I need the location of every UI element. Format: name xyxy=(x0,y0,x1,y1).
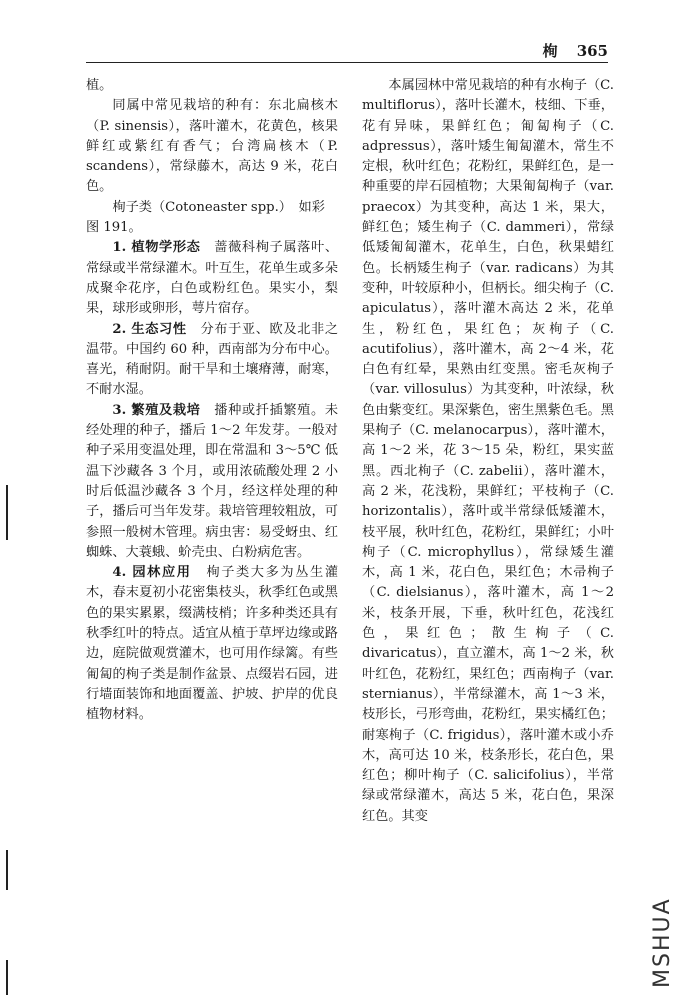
header-title: 栒 xyxy=(542,42,558,60)
section-text: 栒子类大多为丛生灌木，春末夏初小花密集枝头，秋季红色或黑色的果实累累，缀满枝梢；许多种类还具有秋季红叶的特点。适宜从植于草坪边缘或路边，庭院做观赏灌木，也可用作绿篱。有些匍匐的栒子类是制作盆景、点缀岩石园，进行墙面装饰和地面覆盖、护坡、护岸的优良植物材料。 xyxy=(86,565,339,723)
scan-margin-line xyxy=(6,850,8,890)
section-heading: 1. 植物学形态 xyxy=(112,240,201,256)
scan-margin-line xyxy=(6,485,8,540)
section-heading: 3. 繁殖及栽培 xyxy=(112,402,201,418)
right-column xyxy=(362,76,614,827)
scan-margin-line xyxy=(6,960,8,995)
section-text: 蔷薇科栒子属落叶、常绿或半常绿灌木。叶互生，花单生或多朵成聚伞花序，白色或粉红色。果实小，梨果，球形或卵形，萼片宿存。 xyxy=(86,240,339,317)
running-header xyxy=(86,40,608,63)
body-paragraph: 图 191。 xyxy=(86,220,142,236)
body-paragraph: 同属中常见栽培的种有：东北扁核木（P. sinensis），落叶灌木，花黄色，核果鲜红或紫红有香气；台湾扁核木（P. scandens），常绿藤木，高达 9 米，花白色。 xyxy=(86,98,338,195)
body-paragraph: 本属园林中常见栽培的种有水栒子（C. multiflorus），落叶长灌木，枝细、下垂，花有异味，果鲜红色；匍匐栒子（C. adpressus），落叶矮生匍匐灌木，常生不定根，秋叶红色；花粉红，果鲜红色，是一种重要的岸石园植物；大果匍匐栒子（var. praecox）为其变种，高达 1 米，果大，鲜红色；矮生栒子（C. dammeri），常绿低矮匍匐灌木，花单生，白色，秋果蜡红色。长柄矮生栒子（var. radicans）为其变种，叶较原种小，但柄长。细尖栒子（C. apiculatus），落叶灌木高达 2 米，花单生，粉红色，果红色；灰栒子（C. acutifolius），落叶灌木，高 2～4 米，花白色有红晕，果熟由红变黑。密毛灰栒子（var. villosulus）为其变种，叶浓绿，秋色由紫变红。果深紫色，密生黑紫色毛。黑果栒子（C. melanocarpus），落叶灌木，高 1～2 米，花 3～15 朵，粉红，果实蓝黑。西北栒子（C. zabelii），落叶灌木，高 2 米，花浅粉，果鲜红；平枝栒子（C. horizontalis），落叶或半常绿低矮灌木，枝平展，秋叶红色，花粉红，果鲜红；小叶栒子（C. microphyllus），常绿矮生灌木，高 1 米，花白色，果红色；木帚栒子（C. dielsianus），落叶灌木，高 1～2 米，枝条开展，下垂，秋叶红色，花浅红色，果红色；散生栒子（C. divaricatus），直立灌木，高 1～2 米，秋叶红色，花粉红，果红色；西南栒子（var. sternianus），半常绿灌木，高 1～3 米，枝形长，弓形弯曲，花粉红，果实橘红色；耐寒栒子（C. frigidus），落叶灌木或小乔木，高可达 10 米，枝条形长，花白色，果红色；柳叶栒子（C. salicifolius），半常绿或常绿灌木，高达 5 米，花白色，果深红色。其变 xyxy=(362,78,614,824)
section-text: 播种或扦插繁殖。未经处理的种子，播后 1～2 年发芽。一般对种子采用变温处理，即在常温和 3～5℃ 低温下沙藏各 3 个月，或用浓硫酸处理 2 小时后低温沙藏各 3 个月，经这样处理的种子，播后可当年发芽。栽培管理较粗放，可参照一般树木管理。病虫害：易受蚜虫、红蜘蛛、大蓑蛾、蚧壳虫、白粉病危害。 xyxy=(86,402,339,560)
body-paragraph: 栒子类（Cotoneaster spp.） 如彩 xyxy=(112,199,325,215)
header-right xyxy=(528,40,608,61)
section-paragraph xyxy=(86,320,338,401)
section-heading: 4. 园林应用 xyxy=(112,565,192,581)
section-paragraph xyxy=(86,563,338,725)
section-text: 分布于亚、欧及北非之温带。中国约 60 种，西南部为分布中心。喜光，稍耐阴。耐干旱和土壤瘠薄，耐寒，不耐水湿。 xyxy=(86,321,339,398)
section-paragraph xyxy=(86,401,338,563)
watermark: MSHUA xyxy=(650,897,675,988)
section-paragraph xyxy=(86,238,338,319)
left-column xyxy=(86,76,338,726)
body-paragraph: 植。 xyxy=(86,78,113,93)
page-number: 365 xyxy=(576,42,608,60)
section-heading: 2. 生态习性 xyxy=(112,321,187,337)
